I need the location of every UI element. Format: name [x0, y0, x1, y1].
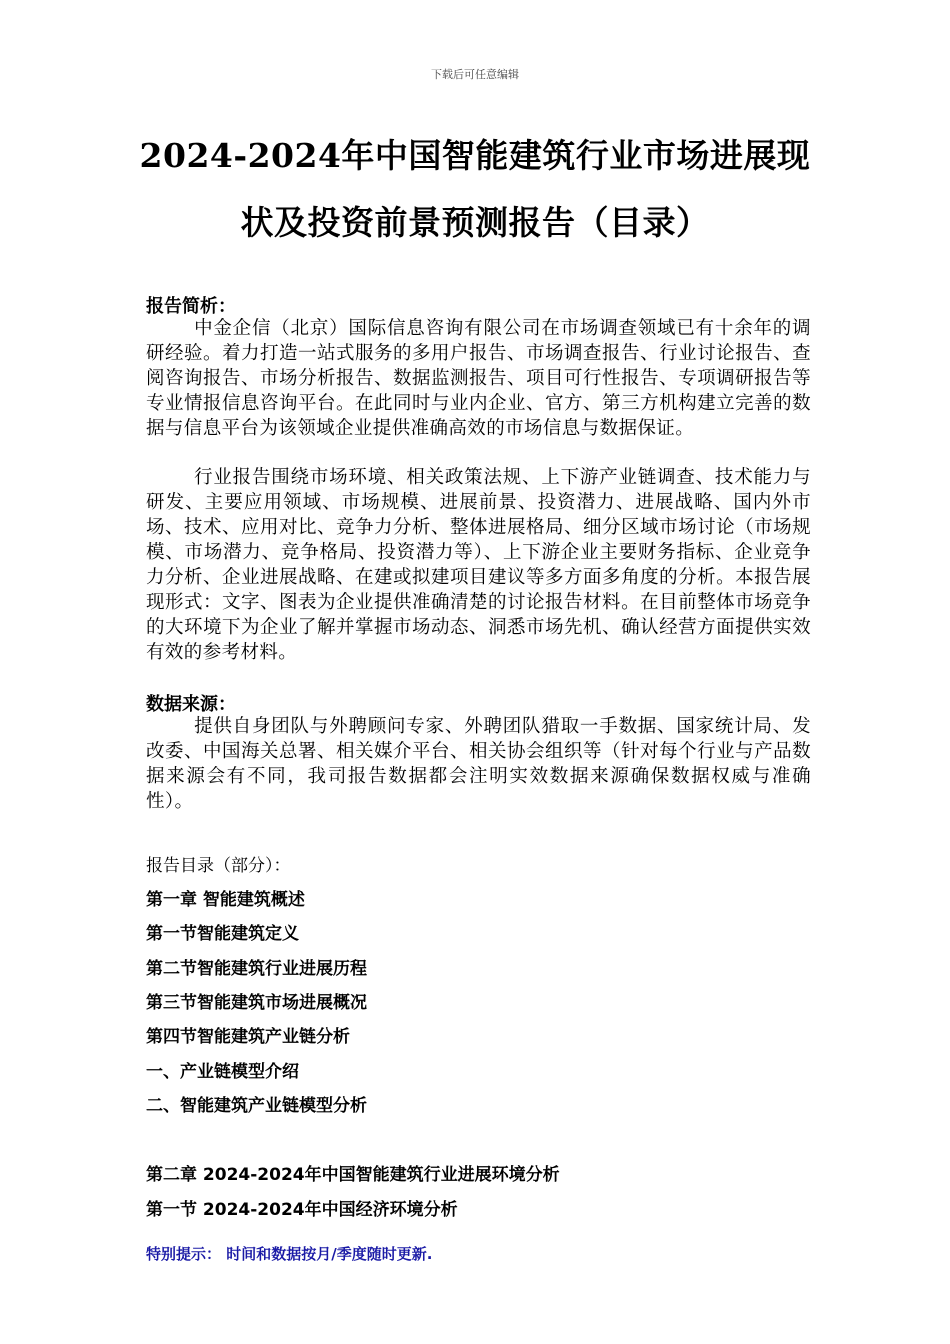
header-note: 下载后可任意编辑	[431, 68, 519, 81]
intro-label: 报告简析：	[146, 296, 236, 317]
sources-paragraph: 提供自身团队与外聘顾问专家、外聘团队猎取一手数据、国家统计局、发改委、中国海关总署、相关媒介平台、相关协会组织等（针对每个行业与产品数据来源会有不同，我司报告数据都会注明实效数据来源确保数据权威与准确性）。	[146, 716, 811, 812]
toc-item: 第二章 2024-2024年中国智能建筑行业进展环境分析	[146, 1165, 560, 1185]
page-title-line-2: 状及投资前景预测报告（目录）	[240, 203, 710, 242]
toc-heading: 报告目录（部分）：	[146, 856, 291, 876]
special-note: 特别提示： 时间和数据按月/季度随时更新.	[146, 1245, 433, 1263]
toc-item: 一、产业链模型介绍	[146, 1062, 299, 1082]
toc-item: 第一章 智能建筑概述	[146, 890, 305, 910]
intro-paragraph-1: 中金企信（北京）国际信息咨询有限公司在市场调查领域已有十余年的调研经验。着力打造一站式服务的多用户报告、市场调查报告、行业讨论报告、查阅咨询报告、市场分析报告、数据监测报告、项目可行性报告、专项调研报告等专业情报信息咨询平台。在此同时与业内企业、官方、第三方机构建立完善的数据与信息平台为该领域企业提供准确高效的市场信息与数据保证。	[146, 318, 811, 439]
page-title-line-1: 2024-2024年中国智能建筑行业市场进展现	[139, 136, 811, 175]
toc-item: 第一节智能建筑定义	[146, 924, 299, 944]
toc-item: 第四节智能建筑产业链分析	[146, 1027, 350, 1047]
sources-label: 数据来源：	[146, 694, 236, 715]
toc-item: 第一节 2024-2024年中国经济环境分析	[146, 1200, 458, 1220]
toc-item: 第二节智能建筑行业进展历程	[146, 959, 367, 979]
intro-paragraph-2: 行业报告围绕市场环境、相关政策法规、上下游产业链调查、技术能力与研发、主要应用领域、市场规模、进展前景、投资潜力、进展战略、国内外市场、技术、应用对比、竞争力分析、整体进展格局、细分区域市场讨论（市场规模、市场潜力、竞争格局、投资潜力等）、上下游企业主要财务指标、企业竞争力分析、企业进展战略、在建或拟建项目建议等多方面多角度的分析。本报告展现形式：文字、图表为企业提供准确清楚的讨论报告材料。在目前整体市场竞争的大环境下为企业了解并掌握市场动态、洞悉市场先机、确认经营方面提供实效有效的参考材料。	[146, 467, 811, 663]
toc-item: 二、智能建筑产业链模型分析	[146, 1096, 367, 1116]
toc-item: 第三节智能建筑市场进展概况	[146, 993, 367, 1013]
